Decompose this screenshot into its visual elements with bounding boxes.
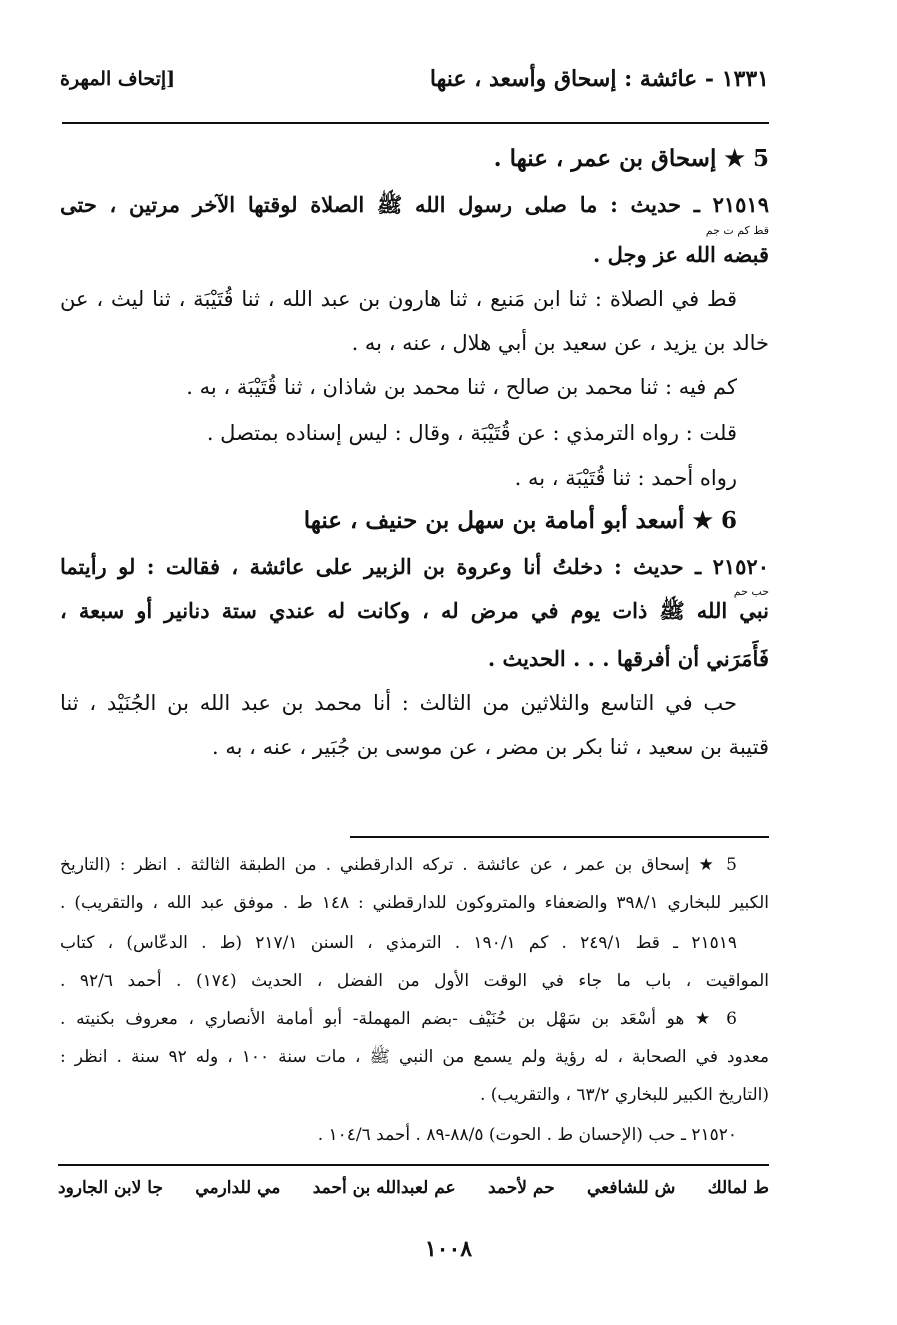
hadith-21520-line-1: ٢١٥٢٠ ـ حديث : دخلتُ أنا وعروة بن الزبير على عائشة ، فقالت : لو رأيتما bbox=[60, 554, 769, 579]
footnote-5-line-2: الكبير للبخاري ٣٩٨/١ والضعفاء والمتروكون للدارقطني : ١٤٨ ط . موفق عبد الله ، والتقريب) . bbox=[60, 893, 769, 913]
abbreviation-item: جا لابن الجارود bbox=[58, 1178, 163, 1198]
isnad-qt-line-2: خالد بن يزيد ، عن سعيد بن أبي هلال ، عنه ، به . bbox=[351, 331, 769, 355]
abbreviations-rule bbox=[58, 1164, 769, 1166]
footnote-21519-line-2: المواقيت ، باب ما جاء في الوقت الأول من الفضل ، الحديث (١٧٤) . أحمد ٩٢/٦ . bbox=[60, 971, 769, 991]
footnote-6-line-1: 6 ★ هو أسْعَد بن سَهْل بن حُنَيْف -بضم المهملة- أبو أمامة الأنصاري ، معروف بكنيته . bbox=[60, 1009, 737, 1029]
hadith-21519-sigla: قط كم ت جم bbox=[705, 224, 769, 237]
isnad-hb-line-1: حب في التاسع والثلاثين من الثالث : أنا محمد بن عبد الله بن الجُنَيْد ، ثنا bbox=[60, 691, 737, 715]
footnote-21519-line-1: ٢١٥١٩ ـ قط ٢٤٩/١ . كم ١٩٠/١ . الترمذي ، السنن ٢١٧/١ (ط . الدعّاس) ، كتاب bbox=[60, 933, 737, 953]
running-header-title: ١٣٣١ - عائشة : إسحاق وأسعد ، عنها bbox=[429, 66, 769, 92]
hadith-21520-line-2: نبي الله ﷺ ذات يوم في مرض له ، وكانت له عندي ستة دنانير أو سبعة ، bbox=[60, 598, 769, 623]
running-header-book: [إتحاف المهرة bbox=[60, 68, 176, 90]
abbreviations-key bbox=[58, 1178, 769, 1198]
abbreviation-item: عم لعبدالله بن أحمد bbox=[312, 1178, 456, 1198]
note-qultu: قلت : رواه الترمذي : عن قُتَيْبَة ، وقال : ليس إسناده بمتصل . bbox=[206, 421, 737, 445]
footnote-rule bbox=[350, 836, 769, 838]
section-heading-asad: 6 ★ أسعد أبو أمامة بن سهل بن حنيف ، عنها bbox=[303, 507, 737, 534]
isnad-qt-line-1: قط في الصلاة : ثنا ابن مَنيع ، ثنا هارون بن عبد الله ، ثنا قُتَيْبَة ، ثنا ليث ، عن bbox=[60, 287, 737, 311]
hadith-21520-sigla: حب حم bbox=[733, 585, 769, 598]
abbreviation-item: مي للدارمي bbox=[195, 1178, 281, 1198]
abbreviation-item: ش للشافعي bbox=[587, 1178, 676, 1198]
footnote-6-line-2: معدود في الصحابة ، له رؤية ولم يسمع من النبي ﷺ ، مات سنة ١٠٠ ، وله ٩٢ سنة . انظر : bbox=[60, 1047, 769, 1067]
footnote-5-line-1: 5 ★ إسحاق بن عمر ، عن عائشة . تركه الدارقطني . من الطبقة الثالثة . انظر : (التاريخ bbox=[60, 855, 737, 875]
isnad-hb-line-2: قتيبة بن سعيد ، ثنا بكر بن مضر ، عن موسى بن جُبَير ، عنه ، به . bbox=[212, 735, 769, 759]
isnad-km: كم فيه : ثنا محمد بن صالح ، ثنا محمد بن شاذان ، ثنا قُتَيْبَة ، به . bbox=[186, 375, 737, 399]
note-ahmad: رواه أحمد : ثنا قُتَيْبَة ، به . bbox=[514, 466, 737, 490]
footnote-6-line-3: (التاريخ الكبير للبخاري ٦٣/٢ ، والتقريب) . bbox=[479, 1085, 769, 1105]
hadith-21519-line-1: ٢١٥١٩ ـ حديث : ما صلى رسول الله ﷺ الصلاة لوقتها الآخر مرتين ، حتى bbox=[60, 192, 769, 217]
hadith-21520-line-3: فَأَمَرَني أن أفرقها . . . الحديث . bbox=[487, 646, 769, 671]
abbreviation-item: ط لمالك bbox=[707, 1178, 769, 1198]
header-rule bbox=[62, 122, 769, 124]
footnote-21520: ٢١٥٢٠ ـ حب (الإحسان ط . الحوت) ٨٨/٥-٨٩ . أحمد ١٠٤/٦ . bbox=[317, 1125, 737, 1145]
abbreviation-item: حم لأحمد bbox=[488, 1178, 555, 1198]
hadith-21519-line-2: قبضه الله عز وجل . bbox=[593, 242, 769, 267]
page-number: ١٠٠٨ bbox=[424, 1236, 473, 1262]
section-heading-ishaq: 5 ★ إسحاق بن عمر ، عنها . bbox=[493, 145, 769, 172]
